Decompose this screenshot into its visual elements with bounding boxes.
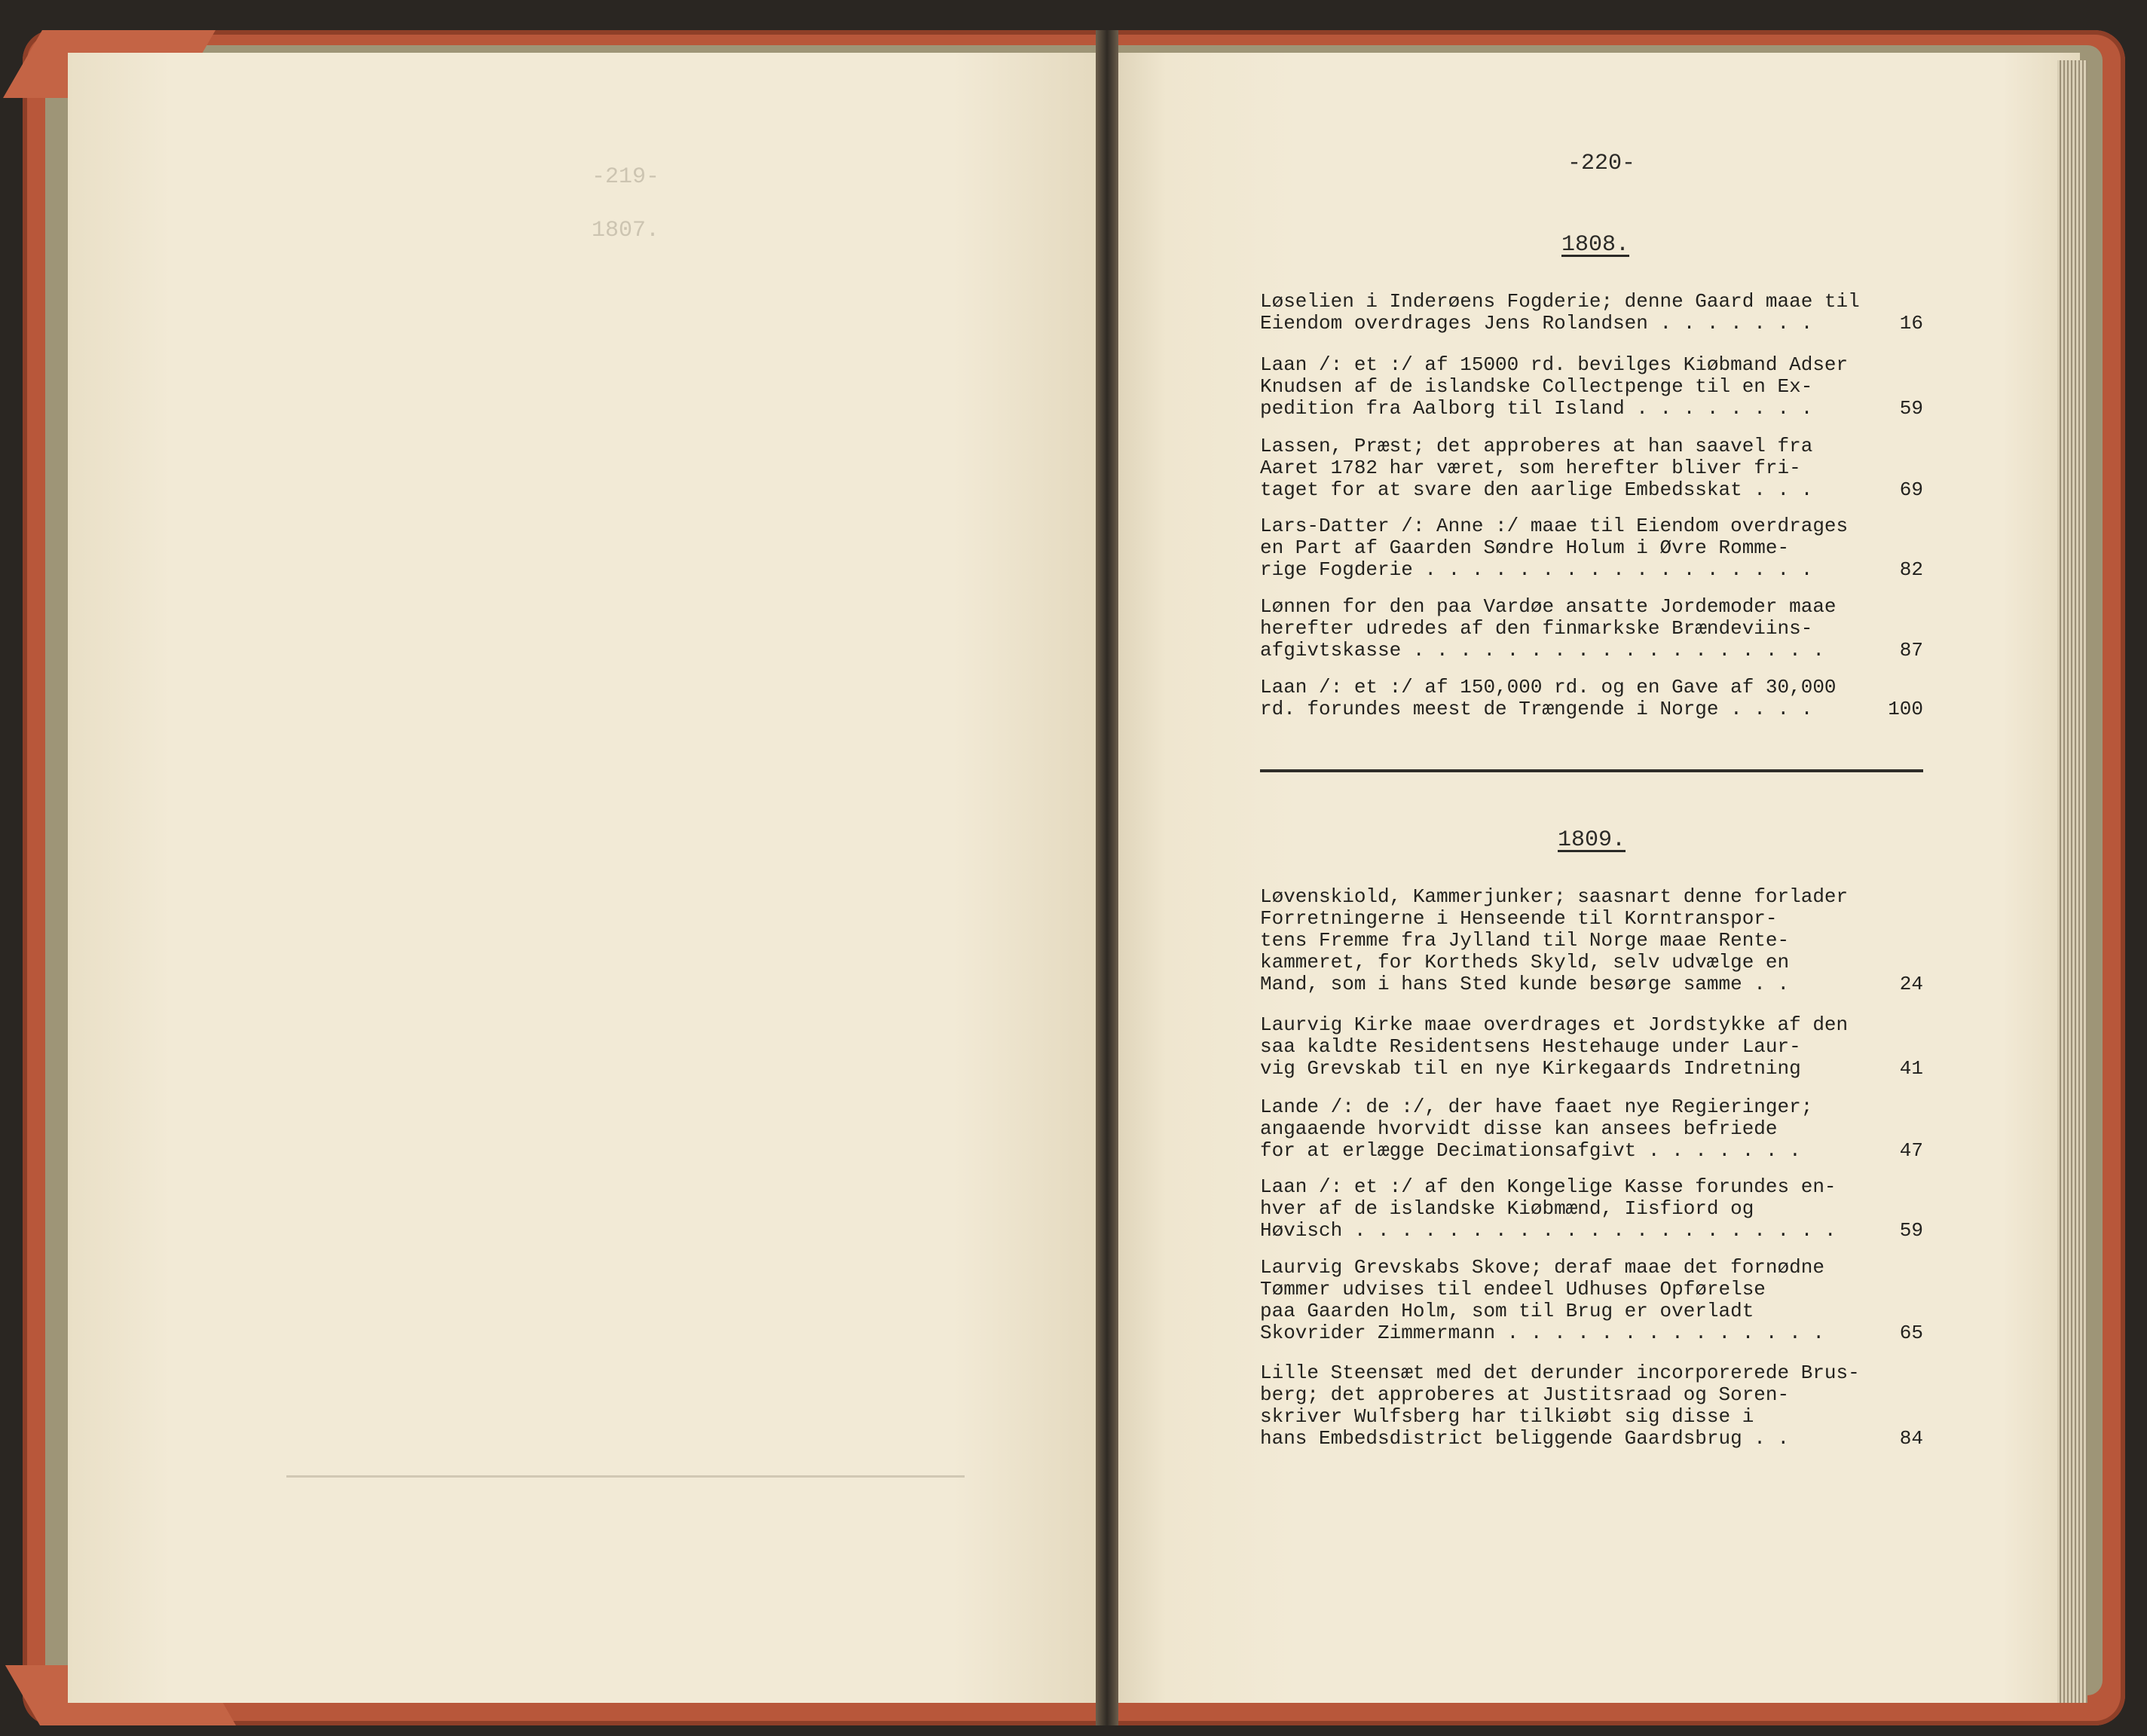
- entry-page-ref: 41: [1899, 1057, 1923, 1080]
- page-edges: [2057, 60, 2087, 1703]
- left-page-number: -219-: [591, 164, 659, 190]
- index-entry: [1260, 1014, 1923, 1080]
- year-heading-1809: 1809.: [1558, 827, 1626, 853]
- entry-text: Laan /: et :/ af 15000 rd. bevilges Kiøbmand Adser Knudsen af de islandske Collectpenge til en Ex- pedition fra Aalborg til Island . . . . . . . .: [1260, 353, 1849, 420]
- left-page-year: 1807.: [591, 218, 659, 243]
- entry-page-ref: 59: [1899, 397, 1923, 420]
- entry-text: Løvenskiold, Kammerjunker; saasnart denne forlader Forretningerne i Henseende til Korntranspor- tens Fremme fra Jylland til Norge maae Rente- kammeret, for Kortheds Skyld, selv udvælge en Mand, som i hans Sted kunde besørge samme . .: [1260, 885, 1849, 995]
- entry-text: Laan /: et :/ af den Kongelige Kasse forundes en- hver af de islandske Kiøbmænd, Iisfiord og Høvisch . . . . . . . . . . . . . . . . . . . . .: [1260, 1175, 1837, 1242]
- index-entry: [1260, 1257, 1923, 1344]
- index-entry: [1260, 1362, 1923, 1450]
- entry-text: Lille Steensæt med det derunder incorporerede Brus- berg; det approberes at Justitsraad og Soren- skriver Wulfsberg har tilkiøbt sig disse i hans Embedsdistrict beliggende Gaardsbrug . .: [1260, 1362, 1860, 1450]
- index-entry: [1260, 354, 1923, 420]
- entry-text: Løselien i Inderøens Fogderie; denne Gaard maae til Eiendom overdrages Jens Rolandsen . . . . . . .: [1260, 290, 1860, 335]
- entry-text: Laan /: et :/ af 150,000 rd. og en Gave af 30,000 rd. forundes meest de Trængende i Norge . . . .: [1260, 676, 1837, 720]
- index-entry: [1260, 886, 1923, 995]
- index-entry: [1260, 596, 1923, 662]
- entry-page-ref: 84: [1899, 1427, 1923, 1450]
- entry-page-ref: 82: [1899, 558, 1923, 581]
- entry-text: Lønnen for den paa Vardøe ansatte Jordemoder maae herefter udredes af den finmarkske Brændeviins- afgivtskasse . . . . . . . . . . . . . . . . . .: [1260, 595, 1837, 662]
- index-entry: [1260, 677, 1923, 720]
- index-entry: [1260, 515, 1923, 581]
- index-entry: [1260, 291, 1923, 335]
- year-heading-1808: 1808.: [1561, 232, 1630, 258]
- index-entry: [1260, 436, 1923, 501]
- entry-text: Laurvig Grevskabs Skove; deraf maae det fornødne Tømmer udvises til endeel Udhuses Opførelse paa Gaarden Holm, som til Brug er overladt Skovrider Zimmermann . . . . . . . . . . . . . .: [1260, 1256, 1824, 1344]
- entry-text: Laurvig Kirke maae overdrages et Jordstykke af den saa kaldte Residentsens Hestehauge under Laur- vig Grevskab til en nye Kirkegaards Indretning: [1260, 1013, 1849, 1080]
- page-number: -220-: [1567, 151, 1636, 176]
- index-entry: [1260, 1096, 1923, 1162]
- entry-page-ref: 69: [1899, 478, 1923, 501]
- entry-text: Lars-Datter /: Anne :/ maae til Eiendom overdrages en Part af Gaarden Søndre Holum i Øvre Romme- rige Fogderie . . . . . . . . . . . . . . . . .: [1260, 515, 1849, 581]
- entry-page-ref: 16: [1899, 312, 1923, 335]
- entry-text: Lande /: de :/, der have faaet nye Regieringer; angaaende hvorvidt disse kan ansees befriede for at erlægge Decimationsafgivt . . . . . . .: [1260, 1096, 1813, 1162]
- entry-page-ref: 87: [1899, 639, 1923, 662]
- index-entry: [1260, 1176, 1923, 1242]
- entry-page-ref: 100: [1888, 698, 1923, 720]
- entry-page-ref: 65: [1899, 1322, 1923, 1344]
- left-page-bleed-through: [286, 166, 965, 1597]
- book-gutter: [1096, 30, 1118, 1725]
- entry-text: Lassen, Præst; det approberes at han saavel fra Aaret 1782 har været, som herefter bliver fri- taget for at svare den aarlige Embedsskat . . .: [1260, 435, 1813, 501]
- entry-page-ref: 47: [1899, 1139, 1923, 1162]
- left-page-rule: [286, 1475, 965, 1478]
- entry-page-ref: 59: [1899, 1219, 1923, 1242]
- section-divider: [1260, 769, 1923, 772]
- entry-page-ref: 24: [1899, 973, 1923, 995]
